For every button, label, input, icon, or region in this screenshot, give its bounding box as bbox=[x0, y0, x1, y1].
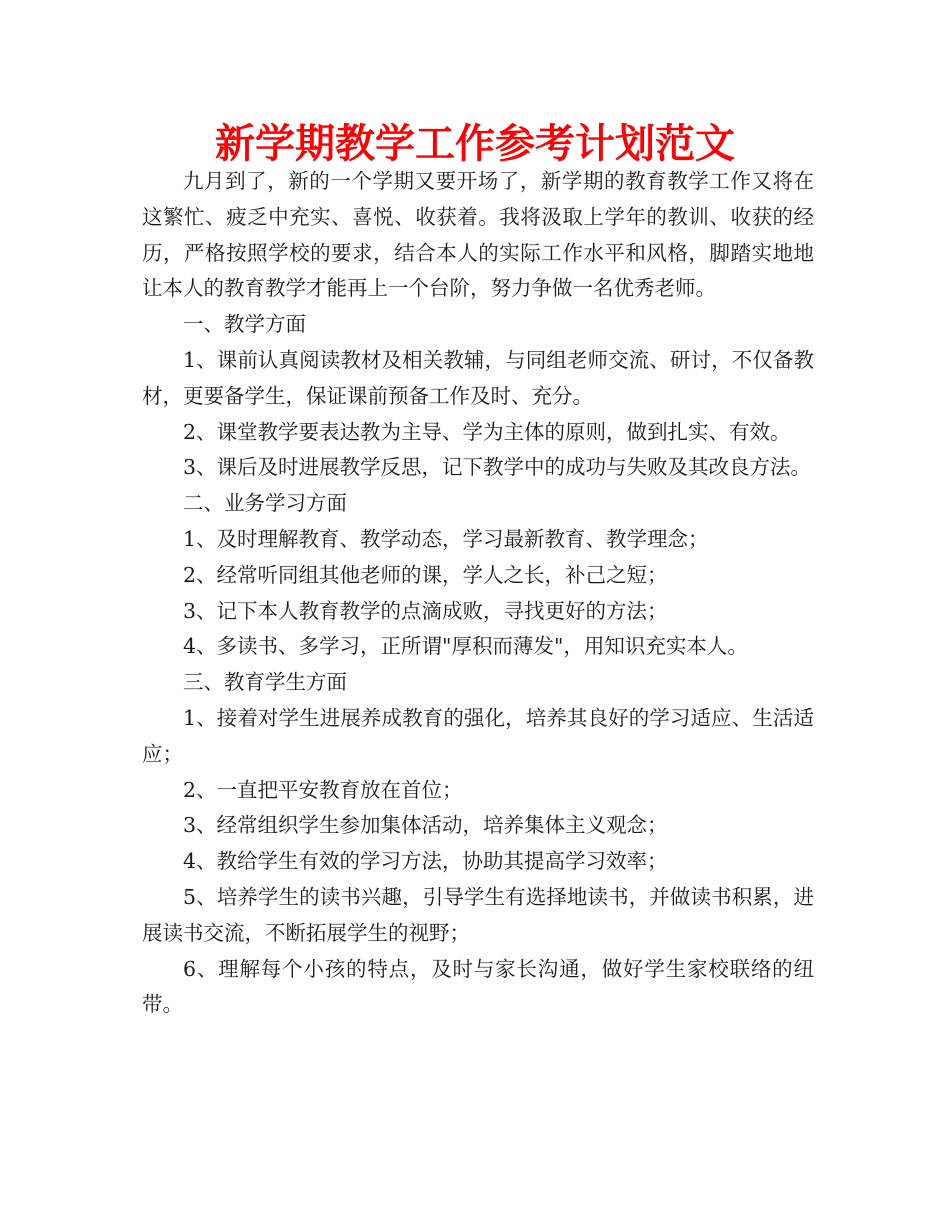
section-heading-study: 二、业务学习方面 bbox=[183, 491, 347, 516]
list-item: 2、经常听同组其他老师的课，学人之长，补己之短； bbox=[183, 562, 668, 587]
document-title: 新学期教学工作参考计划范文 bbox=[215, 121, 735, 167]
list-item: 3、经常组织学生参加集体活动，培养集体主义观念； bbox=[183, 813, 668, 838]
list-item: 1、课前认真阅读教材及相关教辅，与同组老师交流、研讨，不仅备教材，更要备学生，保证课前预备工作及时、充分。 bbox=[142, 347, 814, 408]
list-item: 2、一直把平安教育放在首位； bbox=[183, 777, 463, 802]
list-item: 3、记下本人教育教学的点滴成败，寻找更好的方法； bbox=[183, 598, 668, 623]
section-heading-students: 三、教育学生方面 bbox=[183, 670, 347, 695]
list-item: 6、理解每个小孩的特点，及时与家长沟通，做好学生家校联络的纽带。 bbox=[142, 956, 814, 1017]
list-item: 3、课后及时进展教学反思，记下教学中的成功与失败及其改良方法。 bbox=[183, 455, 812, 480]
section-heading-teaching: 一、教学方面 bbox=[183, 312, 306, 337]
paragraph-intro: 九月到了，新的一个学期又要开场了，新学期的教育教学工作又将在这繁忙、疲乏中充实、喜悦、收获着。我将汲取上学年的教训、收获的经历，严格按照学校的要求，结合本人的实际工作水平和风格，脚踏实地地让本人的教育教学才能再上一个台阶，努力争做一名优秀老师。 bbox=[142, 169, 814, 301]
list-item: 5、培养学生的读书兴趣，引导学生有选择地读书，并做读书积累，进展读书交流，不断拓展学生的视野； bbox=[142, 884, 814, 945]
document-body bbox=[142, 164, 814, 1023]
list-item: 4、多读书、多学习，正所谓"厚积而薄发"，用知识充实本人。 bbox=[183, 634, 748, 659]
list-item: 1、及时理解教育、教学动态，学习最新教育、教学理念； bbox=[183, 526, 709, 551]
list-item: 2、课堂教学要表达教为主导、学为主体的原则，做到扎实、有效。 bbox=[183, 419, 791, 444]
list-item: 1、接着对学生进展养成教育的强化，培养其良好的学习适应、生活适应； bbox=[142, 705, 814, 766]
list-item: 4、教给学生有效的学习方法，协助其提高学习效率； bbox=[183, 849, 668, 874]
